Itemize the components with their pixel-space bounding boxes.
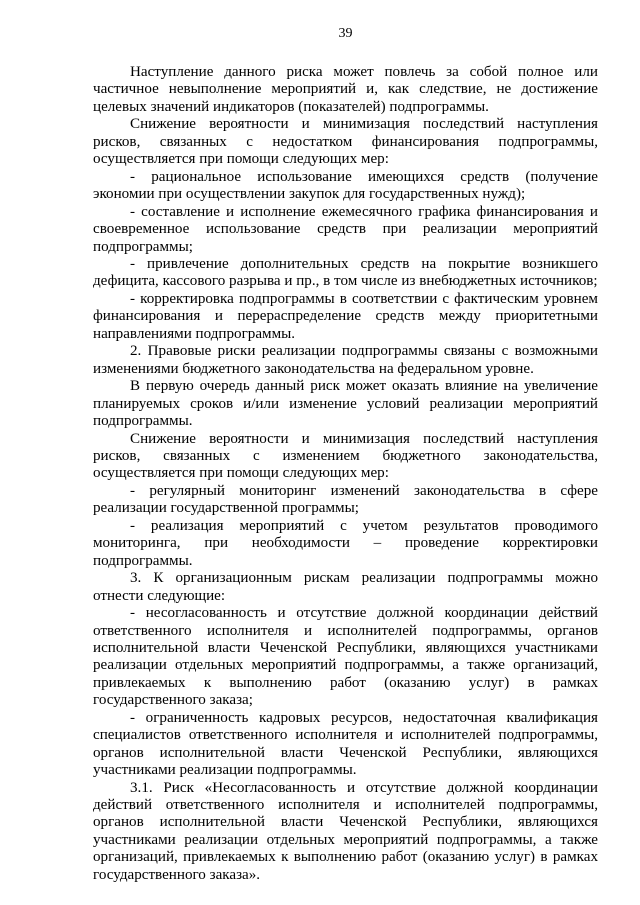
list-item: - регулярный мониторинг изменений законодательства в сфере реализации государственной программы; [93, 482, 598, 517]
page-number: 39 [338, 26, 353, 41]
list-item: - несогласованность и отсутствие должной координации действий ответственного исполнителя и исполнителей подпрограммы, органов исполнительной власти Чеченской Республики, являющихся участниками реализации отдельных мероприятий подпрограммы, а также организаций, привлекаемых к выполнению работ (оказанию услуг) в рамках государственного заказа; [93, 605, 598, 709]
list-item: - составление и исполнение ежемесячного графика финансирования и своевременное использование средств при реализации мероприятий подпрограммы; [93, 203, 598, 255]
list-item: - привлечение дополнительных средств на покрытие возникшего дефицита, кассового разрыва и пр., в том числе из внебюджетных источников; [93, 255, 598, 290]
list-item: - рациональное использование имеющихся средств (получение экономии при осуществлении закупок для государственных нужд); [93, 168, 598, 203]
list-item: - корректировка подпрограммы в соответствии с фактическим уровнем финансирования и перераспределение средств между приоритетными направлениями подпрограммы. [93, 290, 598, 342]
list-item: - реализация мероприятий с учетом результатов проводимого мониторинга, при необходимости – проведение корректировки подпрограммы. [93, 517, 598, 569]
paragraph: В первую очередь данный риск может оказать влияние на увеличение планируемых сроков и/или изменение условий реализации мероприятий подпрограммы. [93, 378, 598, 430]
paragraph: Снижение вероятности и минимизация последствий наступления рисков, связанных с недостатком финансирования подпрограммы, осуществляется при помощи следующих мер: [93, 116, 598, 168]
paragraph: 3. К организационным рискам реализации подпрограммы можно отнести следующие: [93, 570, 598, 604]
list-item: - ограниченность кадровых ресурсов, недостаточная квалификация специалистов ответственного исполнителя и исполнителей подпрограммы, органов исполнительной власти Чеченской Республики, являющихся участниками реализации подпрограммы. [93, 709, 598, 779]
document-body [93, 64, 598, 884]
paragraph: Наступление данного риска может повлечь за собой полное или частичное невыполнение мероприятий и, как следствие, не достижение целевых значений индикаторов (показателей) подпрограммы. [93, 64, 598, 115]
paragraph: 2. Правовые риски реализации подпрограммы связаны с возможными изменениями бюджетного законодательства на федеральном уровне. [93, 343, 598, 377]
paragraph: Снижение вероятности и минимизация последствий наступления рисков, связанных с изменением бюджетного законодательства, осуществляется при помощи следующих мер: [93, 430, 598, 482]
paragraph: 3.1. Риск «Несогласованность и отсутствие должной координации действий ответственного исполнителя и исполнителей подпрограммы, органов исполнительной власти Чеченской Республики, являющихся участниками реализации отдельных мероприятий подпрограммы, а также организаций, привлекаемых к выполнению работ (оказанию услуг) в рамках государственного заказа». [93, 779, 598, 883]
